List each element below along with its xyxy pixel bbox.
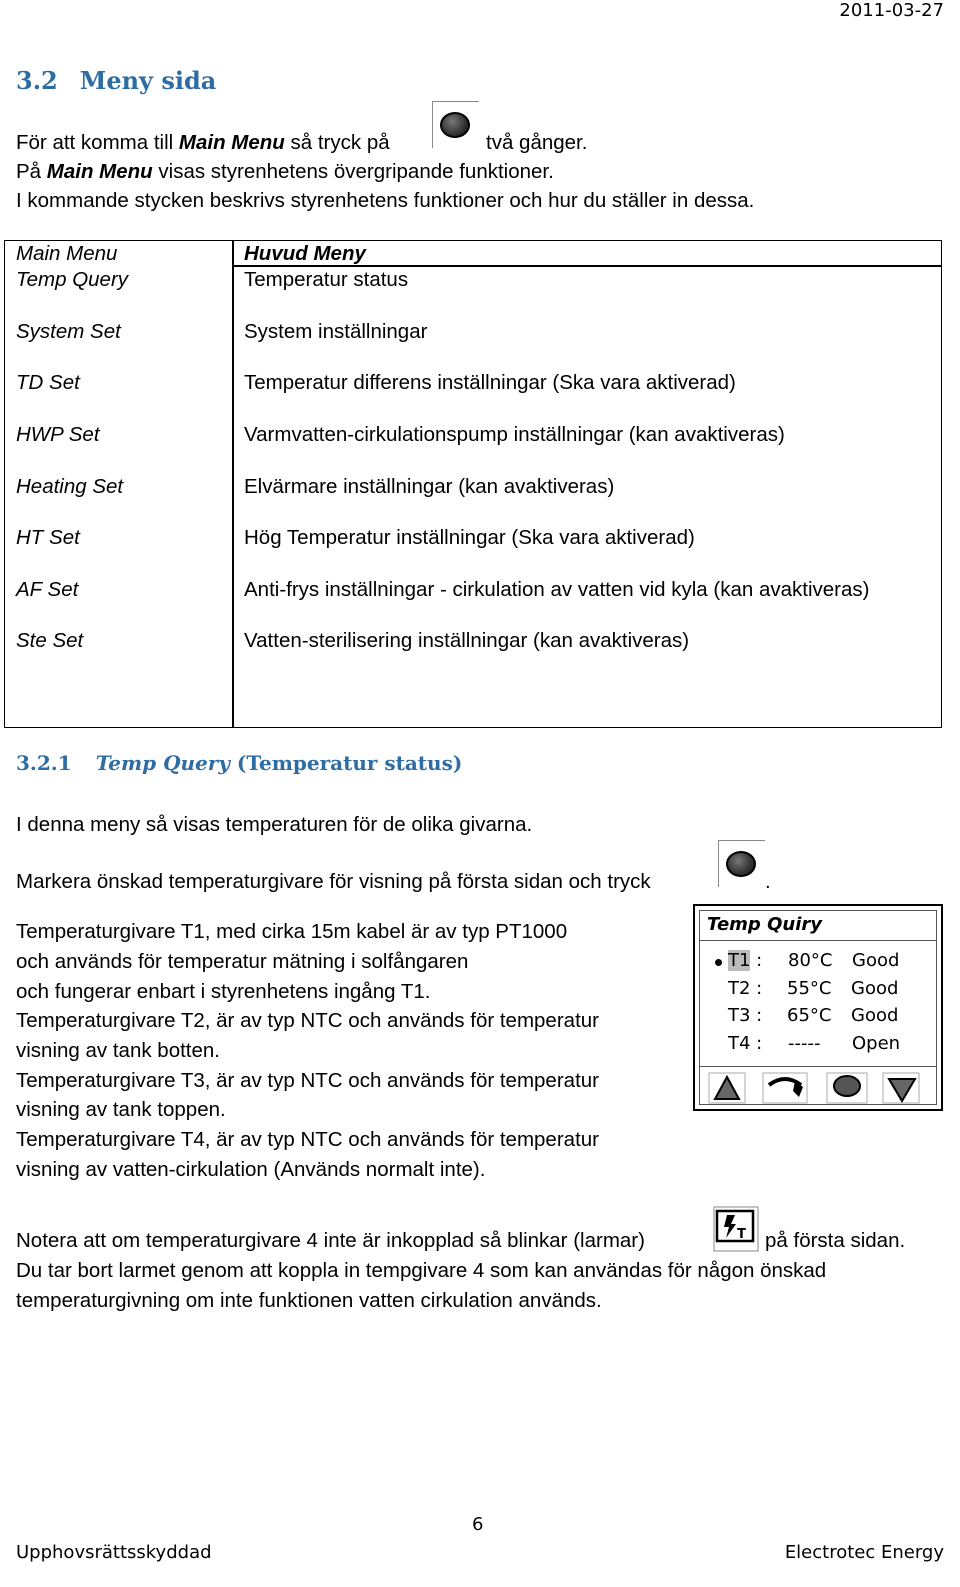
table-right-header: Huvud Meny bbox=[244, 242, 366, 265]
panel-temp-t4: ----- bbox=[788, 1033, 821, 1054]
sensor-text-4: Temperaturgivare T2, är av typ NTC och används för temperatur bbox=[16, 1009, 599, 1032]
subsection-number: 3.2.1 bbox=[16, 751, 72, 775]
panel-temp-t1: 80°C bbox=[788, 950, 833, 971]
panel-label-t2: T2 : bbox=[728, 978, 763, 999]
up-arrow-icon bbox=[709, 1073, 745, 1103]
subsection-title-rest: (Temperatur status) bbox=[229, 751, 463, 775]
panel-button-divider bbox=[699, 1066, 937, 1067]
sub-text-line-2-end: . bbox=[765, 870, 771, 893]
panel-row-t1 bbox=[728, 950, 763, 971]
footer-right: Electrotec Energy bbox=[784, 1542, 944, 1563]
selection-bullet-icon bbox=[715, 959, 722, 966]
menu-button-image bbox=[432, 101, 479, 148]
down-arrow-icon bbox=[883, 1073, 919, 1103]
sensor-text-5: visning av tank botten. bbox=[16, 1039, 220, 1062]
round-button-icon bbox=[726, 851, 756, 877]
section-heading bbox=[16, 66, 216, 95]
panel-status-t3: Good bbox=[851, 1005, 899, 1026]
panel-status-t1: Good bbox=[852, 950, 900, 971]
note-line-1-end: på första sidan. bbox=[765, 1229, 906, 1252]
sub-text-line-2: Markera önskad temperaturgivare för visning på första sidan och tryck bbox=[16, 870, 651, 893]
table-column-divider bbox=[232, 240, 234, 728]
intro-line-1: För att komma till Main Menu så tryck på bbox=[16, 131, 390, 154]
note-line-3: temperaturgivning om inte funktionen vatten cirkulation används. bbox=[16, 1289, 602, 1312]
panel-button-row bbox=[703, 1071, 935, 1107]
menu-item-af-set: AF Set bbox=[16, 578, 79, 601]
panel-label-t4: T4 : bbox=[728, 1033, 763, 1054]
menu-desc-heating-set: Elvärmare inställningar (kan avaktiveras) bbox=[244, 475, 615, 498]
intro-line-1-end: två gånger. bbox=[486, 131, 588, 154]
note-line-1: Notera att om temperaturgivare 4 inte är inkopplad så blinkar (larmar) bbox=[16, 1229, 645, 1252]
alarm-icon bbox=[713, 1206, 759, 1252]
sensor-text-1: Temperaturgivare T1, med cirka 15m kabel är av typ PT1000 bbox=[16, 920, 568, 943]
temp-quiry-panel bbox=[693, 904, 943, 1111]
panel-title: Temp Quiry bbox=[707, 914, 822, 935]
sensor-text-3: och fungerar enbart i styrenhetens ingång T1. bbox=[16, 980, 431, 1003]
page-number: 6 bbox=[472, 1514, 484, 1535]
intro-line-2: På Main Menu visas styrenhetens övergripande funktioner. bbox=[16, 160, 554, 183]
menu-desc-af-set: Anti-frys inställningar - cirkulation av vatten vid kyla (kan avaktiveras) bbox=[244, 578, 870, 601]
svg-text:T: T bbox=[737, 1227, 746, 1242]
menu-desc-td-set: Temperatur differens inställningar (Ska vara aktiverad) bbox=[244, 371, 736, 394]
menu-desc-temp-query: Temperatur status bbox=[244, 268, 409, 291]
menu-item-td-set: TD Set bbox=[16, 371, 80, 394]
select-button-image bbox=[718, 840, 765, 887]
footer-left: Upphovsrättsskyddad bbox=[16, 1542, 212, 1563]
panel-temp-t3: 65°C bbox=[787, 1005, 832, 1026]
menu-item-heating-set: Heating Set bbox=[16, 475, 124, 498]
subsection-title-italic: Temp Query bbox=[95, 751, 230, 775]
sub-text-line-1: I denna meny så visas temperaturen för de olika givarna. bbox=[16, 813, 533, 836]
header-date: 2011-03-27 bbox=[839, 0, 944, 21]
panel-status-t4: Open bbox=[852, 1033, 901, 1054]
section-number: 3.2 bbox=[16, 66, 58, 95]
note-line-2: Du tar bort larmet genom att koppla in tempgivare 4 som kan användas för någon önskad bbox=[16, 1259, 827, 1282]
round-button-icon bbox=[440, 112, 470, 138]
menu-desc-hwp-set: Varmvatten-cirkulationspump inställningar (kan avaktiveras) bbox=[244, 423, 785, 446]
table-left-header: Main Menu bbox=[16, 242, 118, 265]
menu-item-ht-set: HT Set bbox=[16, 526, 80, 549]
menu-item-ste-set: Ste Set bbox=[16, 629, 84, 652]
panel-status-t2: Good bbox=[851, 978, 899, 999]
menu-item-system-set: System Set bbox=[16, 320, 121, 343]
round-button-icon bbox=[827, 1073, 867, 1103]
panel-temp-t2: 55°C bbox=[787, 978, 832, 999]
section-title: Meny sida bbox=[79, 66, 217, 95]
panel-label-t3: T3 : bbox=[728, 1005, 763, 1026]
sensor-text-6: Temperaturgivare T3, är av typ NTC och används för temperatur bbox=[16, 1069, 599, 1092]
sensor-text-9: visning av vatten-cirkulation (Används normalt inte). bbox=[16, 1158, 486, 1181]
sensor-text-8: Temperaturgivare T4, är av typ NTC och används för temperatur bbox=[16, 1128, 599, 1151]
menu-desc-system-set: System inställningar bbox=[244, 320, 428, 343]
menu-desc-ht-set: Hög Temperatur inställningar (Ska vara aktiverad) bbox=[244, 526, 695, 549]
menu-desc-ste-set: Vatten-sterilisering inställningar (kan avaktiveras) bbox=[244, 629, 690, 652]
panel-label-t1: T1 : bbox=[728, 950, 763, 971]
subsection-heading bbox=[16, 751, 462, 775]
menu-item-temp-query: Temp Query bbox=[16, 268, 129, 291]
sensor-text-7: visning av tank toppen. bbox=[16, 1098, 226, 1121]
return-arrow-icon bbox=[763, 1073, 807, 1103]
intro-line-3: I kommande stycken beskrivs styrenhetens funktioner och hur du ställer in dessa. bbox=[16, 189, 755, 212]
sensor-text-2: och används för temperatur mätning i solfångaren bbox=[16, 950, 469, 973]
panel-title-divider bbox=[699, 940, 937, 941]
menu-item-hwp-set: HWP Set bbox=[16, 423, 100, 446]
